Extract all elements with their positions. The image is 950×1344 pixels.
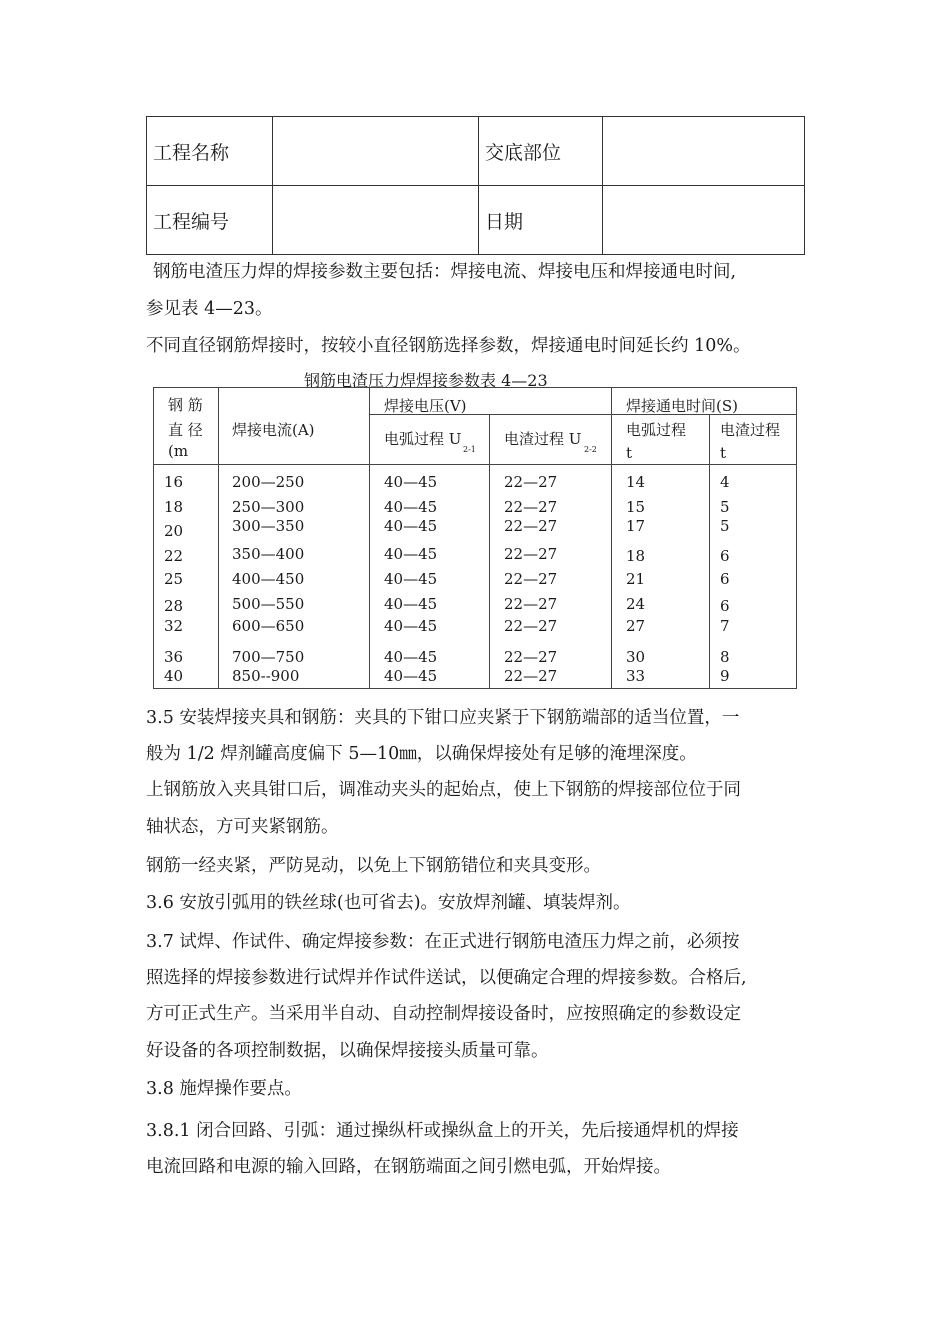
date-value bbox=[603, 186, 805, 255]
para-3-7-line-4: 好设备的各项控制数据，以确保焊接接头质量可靠。 bbox=[146, 1041, 549, 1061]
cell-current: 400—450 bbox=[232, 570, 305, 588]
cell-t1: 24 bbox=[626, 595, 646, 613]
para-3-5-line-2: 般为 1/2 焊剂罐高度偏下 5—10㎜，以确保焊接处有足够的淹埋深度。 bbox=[146, 744, 697, 764]
project-name-value bbox=[273, 117, 479, 186]
cell-dia: 36 bbox=[164, 648, 184, 666]
table-row bbox=[147, 117, 805, 186]
para-3-8: 3.8 施焊操作要点。 bbox=[146, 1079, 302, 1099]
cell-t2: 4 bbox=[720, 473, 730, 491]
cell-u21: 40—45 bbox=[384, 570, 438, 588]
cell-t2: 9 bbox=[720, 667, 730, 685]
cell-t1: 30 bbox=[626, 648, 646, 666]
header-diameter-2: 直 径 bbox=[168, 421, 203, 439]
cell-t2: 7 bbox=[720, 617, 730, 635]
cell-u21: 40—45 bbox=[384, 667, 438, 685]
grid-line bbox=[611, 388, 612, 688]
header-time: 焊接通电时间(S) bbox=[626, 397, 738, 415]
cell-current: 600—650 bbox=[232, 617, 305, 635]
cell-u22: 22—27 bbox=[504, 570, 558, 588]
header-slag-voltage: 电渣过程 U bbox=[504, 430, 582, 448]
project-no-value bbox=[273, 186, 479, 255]
header-arc-voltage-sub: 2-1 bbox=[463, 445, 476, 454]
para-3-6: 3.6 安放引弧用的铁丝球(也可省去)。安放焊剂罐、填装焊剂。 bbox=[146, 893, 631, 913]
grid-line bbox=[218, 388, 219, 688]
cell-t2: 6 bbox=[720, 547, 730, 565]
cell-current: 200—250 bbox=[232, 473, 305, 491]
cell-t1: 17 bbox=[626, 517, 646, 535]
grid-line bbox=[154, 464, 796, 465]
header-slag-time-t: t bbox=[720, 444, 727, 462]
cell-u21: 40—45 bbox=[384, 545, 438, 563]
cell-u22: 22—27 bbox=[504, 517, 558, 535]
cell-current: 500—550 bbox=[232, 595, 305, 613]
cell-u22: 22—27 bbox=[504, 545, 558, 563]
intro-line-1: 钢筋电渣压力焊的焊接参数主要包括：焊接电流、焊接电压和焊接通电时间, bbox=[153, 262, 737, 282]
cell-dia: 32 bbox=[164, 617, 184, 635]
cell-u22: 22—27 bbox=[504, 498, 558, 516]
cell-t2: 5 bbox=[720, 517, 730, 535]
cell-current: 300—350 bbox=[232, 517, 305, 535]
project-name-label: 工程名称 bbox=[147, 117, 273, 186]
cell-u21: 40—45 bbox=[384, 595, 438, 613]
cell-current: 350—400 bbox=[232, 545, 305, 563]
cell-u22: 22—27 bbox=[504, 667, 558, 685]
parameter-table bbox=[153, 387, 797, 689]
header-slag-time: 电渣过程 bbox=[720, 421, 781, 439]
cell-t2: 8 bbox=[720, 648, 730, 666]
cell-t1: 15 bbox=[626, 498, 646, 516]
handover-part-value bbox=[603, 117, 805, 186]
para-3-8-1-line-2: 电流回路和电源的输入回路，在钢筋端面之间引燃电弧，开始焊接。 bbox=[146, 1157, 671, 1177]
cell-u21: 40—45 bbox=[384, 517, 438, 535]
header-table bbox=[146, 116, 805, 255]
cell-t2: 5 bbox=[720, 498, 730, 516]
cell-dia: 18 bbox=[164, 498, 184, 516]
cell-dia: 28 bbox=[164, 597, 184, 615]
cell-t2: 6 bbox=[720, 570, 730, 588]
cell-dia: 22 bbox=[164, 547, 184, 565]
handover-part-label: 交底部位 bbox=[479, 117, 603, 186]
intro-line-3: 不同直径钢筋焊接时，按较小直径钢筋选择参数，焊接通电时间延长约 10%。 bbox=[146, 336, 751, 356]
cell-dia: 40 bbox=[164, 667, 184, 685]
para-3-7-line-2: 照选择的焊接参数进行试焊并作试件送试，以便确定合理的焊接参数。合格后, bbox=[146, 968, 747, 988]
para-3-5-line-4: 轴状态，方可夹紧钢筋。 bbox=[146, 817, 339, 837]
para-3-5-line-5: 钢筋一经夹紧，严防晃动，以免上下钢筋错位和夹具变形。 bbox=[146, 856, 601, 876]
cell-u22: 22—27 bbox=[504, 473, 558, 491]
cell-t1: 21 bbox=[626, 570, 646, 588]
cell-t1: 14 bbox=[626, 473, 646, 491]
cell-u21: 40—45 bbox=[384, 473, 438, 491]
header-slag-voltage-sub: 2-2 bbox=[584, 445, 597, 454]
para-3-8-1-line-1: 3.8.1 闭合回路、引弧：通过操纵杆或操纵盒上的开关，先后接通焊机的焊接 bbox=[146, 1121, 739, 1141]
header-arc-time: 电弧过程 bbox=[626, 421, 687, 439]
para-3-5-line-1: 3.5 安装焊接夹具和钢筋：夹具的下钳口应夹紧于下钢筋端部的适当位置，一 bbox=[146, 708, 740, 728]
intro-line-2: 参见表 4—23。 bbox=[146, 299, 273, 319]
cell-u21: 40—45 bbox=[384, 617, 438, 635]
date-label: 日期 bbox=[479, 186, 603, 255]
cell-t1: 27 bbox=[626, 617, 646, 635]
grid-line bbox=[369, 388, 370, 688]
cell-u22: 22—27 bbox=[504, 595, 558, 613]
cell-u21: 40—45 bbox=[384, 498, 438, 516]
para-3-7-line-1: 3.7 试焊、作试件、确定焊接参数：在正式进行钢筋电渣压力焊之前，必须按 bbox=[146, 932, 740, 952]
cell-t1: 33 bbox=[626, 667, 646, 685]
cell-dia: 16 bbox=[164, 473, 184, 491]
table-caption: 钢筋电渣压力焊焊接参数表 4—23 bbox=[304, 371, 548, 390]
cell-t2: 6 bbox=[720, 597, 730, 615]
project-no-label: 工程编号 bbox=[147, 186, 273, 255]
header-voltage: 焊接电压(V) bbox=[384, 397, 467, 415]
para-3-7-line-3: 方可正式生产。当采用半自动、自动控制焊接设备时，应按照确定的参数设定 bbox=[146, 1004, 741, 1024]
cell-current: 250—300 bbox=[232, 498, 305, 516]
grid-line bbox=[489, 415, 490, 688]
cell-current: 700—750 bbox=[232, 648, 305, 666]
table-row bbox=[147, 186, 805, 255]
grid-line bbox=[709, 415, 710, 688]
header-diameter-1: 钢 筋 bbox=[168, 396, 203, 414]
cell-dia: 25 bbox=[164, 570, 184, 588]
cell-current: 850--900 bbox=[232, 667, 300, 685]
cell-u21: 40—45 bbox=[384, 648, 438, 666]
cell-t1: 18 bbox=[626, 547, 646, 565]
cell-u22: 22—27 bbox=[504, 648, 558, 666]
header-diameter-3: (m bbox=[168, 442, 189, 460]
cell-dia: 20 bbox=[164, 522, 184, 540]
cell-u22: 22—27 bbox=[504, 617, 558, 635]
header-arc-time-t: t bbox=[626, 444, 633, 462]
para-3-5-line-3: 上钢筋放入夹具钳口后，调准动夹头的起始点，使上下钢筋的焊接部位位于同 bbox=[146, 780, 741, 800]
header-arc-voltage: 电弧过程 U bbox=[384, 430, 462, 448]
header-current: 焊接电流(A) bbox=[232, 421, 315, 439]
